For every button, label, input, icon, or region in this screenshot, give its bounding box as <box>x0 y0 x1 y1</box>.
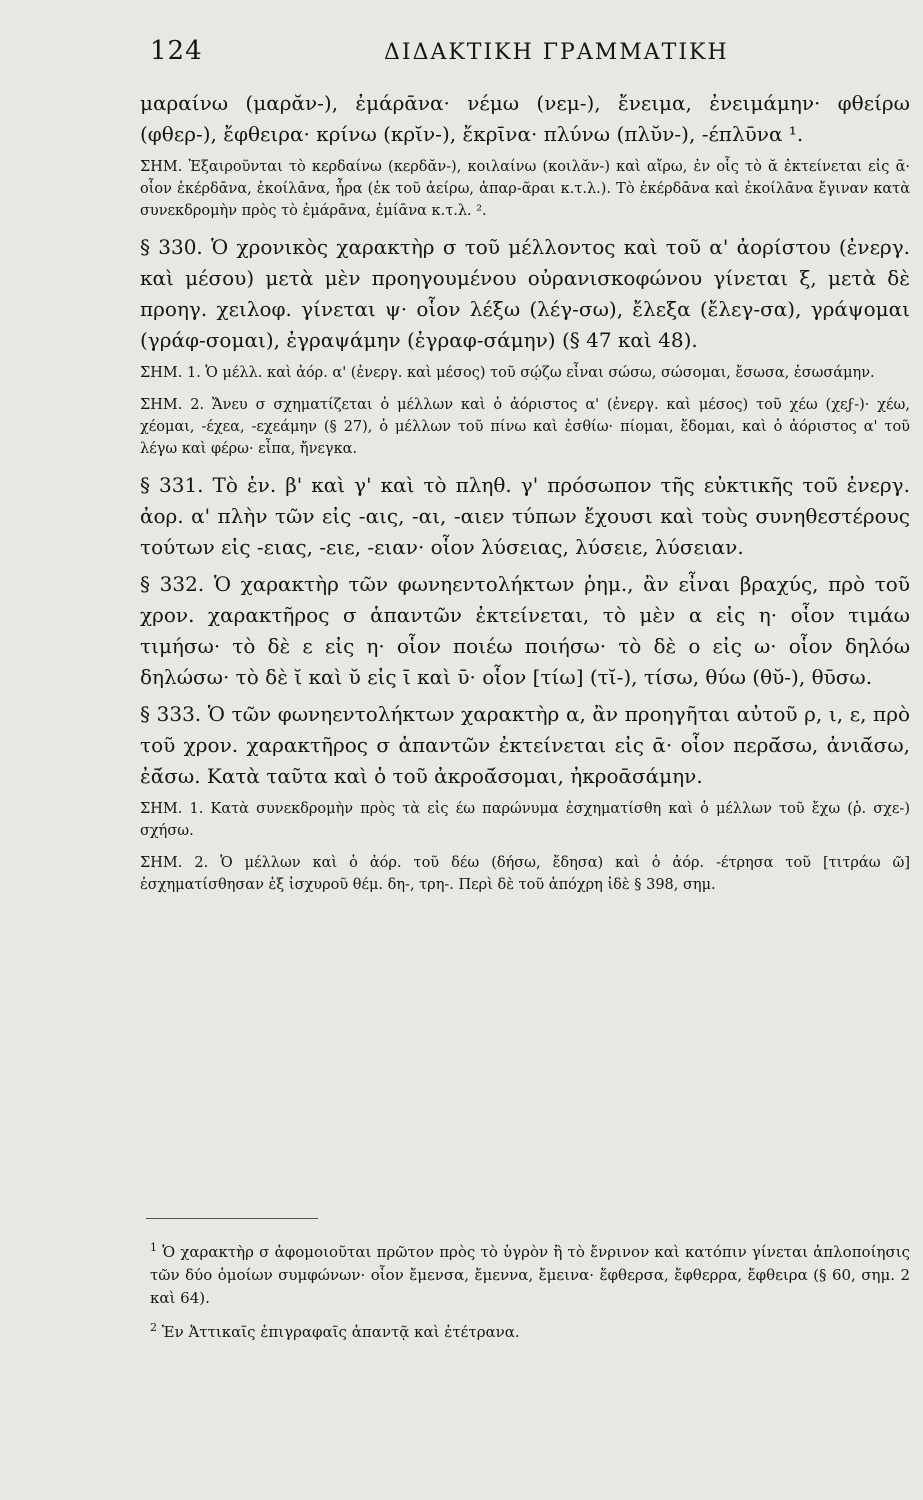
footnote-text: Ἐν Ἀττικαῖς ἐπιγραφαῖς ἁπαντᾷ καὶ ἐτέτρανα. <box>161 1323 520 1341</box>
running-title: ΔΙΔΑΚΤΙΚΗ ΓΡΑΜΜΑΤΙΚΗ <box>384 40 729 65</box>
note-paragraph: ΣΗΜ. Ἐξαιροῦνται τὸ κερδαίνω (κερδᾰν-), κοιλαίνω (κοιλᾰν-) καὶ αἴρω, ἐν οἷς τὸ ᾰ ἐκτείνεται εἰς ᾱ· οἷον ἐκέρδᾱνα, ἐκοίλᾱνα, ἦρα (ἐκ τοῦ ἀείρω, ἀπαρ-ᾶραι κ.τ.λ.). Τὸ ἐκέρδᾱνα καὶ ἐκοίλᾱνα ἔγιναν κατὰ συνεκδρομὴν πρὸς τὸ ἐμάρᾱνα, ἐμίᾱνα κ.τ.λ. ². <box>140 159 910 219</box>
footnote-mark: 1 <box>150 1241 157 1254</box>
note-paragraph: ΣΗΜ. 2. Ὁ μέλλων καὶ ὁ ἀόρ. τοῦ δέω (δήσω, ἔδησα) καὶ ὁ ἀόρ. -έτρησα τοῦ [τιτράω ῶ] ἐσχηματίσθησαν ἐξ ἰσχυροῦ θέμ. δη-, τρη-. Περὶ δὲ τοῦ ἀπόχρη ἰδὲ § 398, σημ. <box>140 855 910 893</box>
footnote-rule <box>146 1218 318 1219</box>
page-number: 124 <box>150 36 203 66</box>
intro-paragraph: μαραίνω (μαρᾰν-), ἐμάρᾱνα· νέμω (νεμ-), ἔνειμα, ἐνειμάμην· φθείρω (φθερ-), ἔφθειρα· κρίνω (κρῐν-), ἔκρῑνα· πλύνω (πλῠν-), -έπλῡνα ¹. <box>140 91 910 146</box>
section-330: § 330. Ὁ χρονικὸς χαρακτὴρ σ τοῦ μέλλοντος καὶ τοῦ α' ἀορίστου (ἐνεργ. καὶ μέσου) μετὰ μὲν προηγουμένου οὐρανισκοφώνου γίνεται ξ, μετὰ δὲ προηγ. χειλοφ. γίνεται ψ· οἷον λέξω (λέγ-σω), ἔλεξα (ἔλεγ-σα), γράψομαι (γράφ-σομαι), ἐγραψάμην (ἐγραφ-σάμην) (§ 47 καὶ 48). <box>140 235 910 352</box>
footnote <box>150 1236 910 1310</box>
note-paragraph: ΣΗΜ. 1. Ὁ μέλλ. καὶ ἀόρ. α' (ἐνεργ. καὶ μέσος) τοῦ σῴζω εἶναι σώσω, σώσομαι, ἔσωσα, ἐσωσάμην. <box>140 365 875 381</box>
note-paragraph: ΣΗΜ. 2. Ἄνευ σ σχηματίζεται ὁ μέλλων καὶ ὁ ἀόριστος α' (ἐνεργ. καὶ μέσος) τοῦ χέω (χεϝ-)· χέω, χέομαι, -έχεα, -εχεάμην (§ 27), ὁ μέλλων τοῦ πίνω καὶ ἐσθίω· πίομαι, ἔδομαι, καὶ ὁ ἀόριστος α' τοῦ λέγω καὶ φέρω· εἶπα, ἤνεγκα. <box>140 397 910 457</box>
footnote <box>150 1316 910 1344</box>
section-333: § 333. Ὁ τῶν φωνηεντολήκτων χαρακτὴρ α, ἂν προηγῆται αὐτοῦ ρ, ι, ε, πρὸ τοῦ χρον. χαρακτῆρος σ ἁπαντῶν ἐκτείνεται εἰς ᾱ· οἷον περᾱ́σω, ἀνιᾱ́σω, ἐᾱ́σω. Κατὰ ταῦτα καὶ ὁ τοῦ ἀκροᾱ́σομαι, ἠκροᾱσάμην. <box>140 702 910 788</box>
section-332: § 332. Ὁ χαρακτὴρ τῶν φωνηεντολήκτων ῥημ., ἂν εἶναι βραχύς, πρὸ τοῦ χρον. χαρακτῆρος σ ἁπαντῶν ἐκτείνεται, τὸ μὲν α εἰς η· οἷον τιμάω τιμήσω· τὸ δὲ ε εἰς η· οἷον ποιέω ποιήσω· τὸ δὲ ο εἰς ω· οἷον δηλόω δηλώσω· τὸ δὲ ῐ καὶ ῠ εἰς ῑ καὶ ῡ· οἷον [τίω] (τῐ-), τίσω, θύω (θῠ-), θῡσω. <box>140 572 910 689</box>
footnotes <box>150 1236 910 1350</box>
page-header <box>0 28 923 78</box>
footnote-mark: 2 <box>150 1321 157 1334</box>
section-331: § 331. Τὸ ἑν. β' καὶ γ' καὶ τὸ πληθ. γ' πρόσωπον τῆς εὐκτικῆς τοῦ ἐνεργ. ἀορ. α' πλὴν τῶν εἰς -αις, -αι, -αιεν τύπων ἔχουσι καὶ τοὺς συνηθεστέρους τούτων εἰς -ειας, -ειε, -ειαν· οἷον λύσειας, λύσειε, λύσειαν. <box>140 473 910 559</box>
footnote-text: Ὁ χαρακτὴρ σ ἀφομοιοῦται πρῶτον πρὸς τὸ ὑγρὸν ἢ τὸ ἔνρινον καὶ κατόπιν γίνεται ἁπλοποίησις τῶν δύο ὁμοίων συμφώνων· οἷον ἔμενσα, ἔμεννα, ἔμεινα· ἔφθερσα, ἔφθερρα, ἔφθειρα (§ 60, σημ. 2 καὶ 64). <box>150 1243 910 1307</box>
note-paragraph: ΣΗΜ. 1. Κατὰ συνεκδρομὴν πρὸς τὰ εἰς έω παρώνυμα ἐσχηματίσθη καὶ ὁ μέλλων τοῦ ἔχω (ῥ. σχε-) σχήσω. <box>140 801 910 839</box>
main-text <box>140 88 910 906</box>
